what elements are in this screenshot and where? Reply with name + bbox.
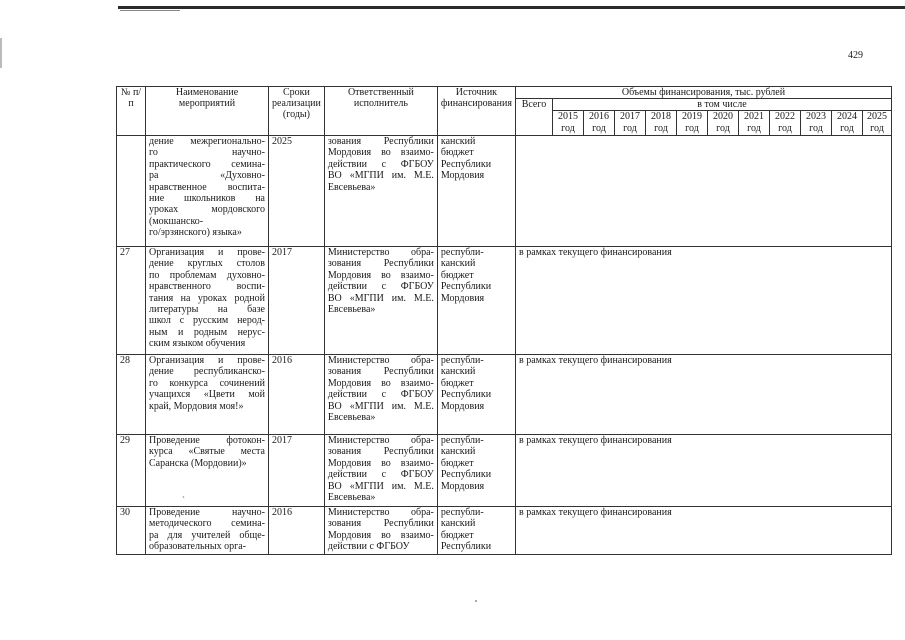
- header-num: № п/п: [117, 87, 146, 136]
- row-name: Организация и прове- дение республиканско- го конкурса сочинений учащихся «Цвети мой край, Мордовия моя!»: [146, 355, 269, 435]
- scan-left-mark: [0, 38, 2, 68]
- financing-table: [116, 86, 892, 555]
- row-executor: Министерство обра- зования Республики Мордовия во взаимо- действии с ФГБОУ ВО «МГПИ им. М.Е. Евсевьева»: [324, 435, 437, 507]
- table-row: [117, 435, 892, 507]
- row-terms: 2017: [269, 247, 325, 355]
- row-terms: 2016: [269, 507, 325, 555]
- scan-dot: [475, 600, 477, 602]
- scan-top-mark: [120, 10, 180, 11]
- page-number: 429: [848, 50, 863, 61]
- header-year-2024: 2024 год: [831, 111, 862, 136]
- row-source: республи- канский бюджет Республики: [437, 507, 515, 555]
- row-terms: 2025: [269, 136, 325, 247]
- row-source: республи- канский бюджет Республики Мордовия: [437, 355, 515, 435]
- row-number: [117, 136, 146, 247]
- header-year-2018: 2018 год: [645, 111, 676, 136]
- header-year-2017: 2017 год: [614, 111, 645, 136]
- row-executor: Министерство обра- зования Республики Мордовия во взаимо- действии с ФГБОУ ВО «МГПИ им. М.Е. Евсевьева»: [324, 247, 437, 355]
- row-financing: в рамках текущего финансирования: [515, 355, 891, 435]
- stray-mark: ˎ: [182, 488, 185, 498]
- row-financing: в рамках текущего финансирования: [515, 507, 891, 555]
- row-number: 28: [117, 355, 146, 435]
- header-terms: Сроки реализации (годы): [269, 87, 325, 136]
- header-year-2023: 2023 год: [800, 111, 831, 136]
- header-year-2016: 2016 год: [583, 111, 614, 136]
- header-year-2025: 2025 год: [862, 111, 891, 136]
- row-terms: 2017: [269, 435, 325, 507]
- header-executor: Ответственный исполнитель: [324, 87, 437, 136]
- table-row: [117, 136, 892, 247]
- row-executor: Министерство обра- зования Республики Мордовия во взаимо- действии с ФГБОУ ВО «МГПИ им. М.Е. Евсевьева»: [324, 355, 437, 435]
- table-row: [117, 247, 892, 355]
- row-financing: в рамках текущего финансирования: [515, 247, 891, 355]
- header-total: Всего: [515, 99, 552, 136]
- row-executor: Министерство обра- зования Республики Мордовия во взаимо- действии с ФГБОУ: [324, 507, 437, 555]
- header-source: Источник финансирования: [437, 87, 515, 136]
- header-year-2015: 2015 год: [552, 111, 583, 136]
- header-year-2021: 2021 год: [738, 111, 769, 136]
- header-year-2022: 2022 год: [769, 111, 800, 136]
- row-source: республи- канский бюджет Республики Мордовия: [437, 247, 515, 355]
- row-source: канский бюджет Республики Мордовия: [437, 136, 515, 247]
- row-terms: 2016: [269, 355, 325, 435]
- row-financing: в рамках текущего финансирования: [515, 435, 891, 507]
- row-name: дение межрегионально- го научно- практического семина- ра «Духовно- нравственное воспита- ние школьников на уроках мордовского (мокшанско- го/эрзянского) языка»: [146, 136, 269, 247]
- header-volumes: Объемы финансирования, тыс. рублей: [515, 87, 891, 99]
- row-source: республи- канский бюджет Республики Мордовия: [437, 435, 515, 507]
- table-row: [117, 507, 892, 555]
- row-number: 30: [117, 507, 146, 555]
- row-financing: [515, 136, 891, 247]
- row-name: Проведение научно- методического семина- ра для учителей обще- образовательных орга-: [146, 507, 269, 555]
- header-year-2020: 2020 год: [707, 111, 738, 136]
- row-number: 27: [117, 247, 146, 355]
- header-name: Наименование мероприятий: [146, 87, 269, 136]
- header-year-2019: 2019 год: [676, 111, 707, 136]
- row-executor: зования Республики Мордовия во взаимо- действии с ФГБОУ ВО «МГПИ им. М.Е. Евсевьева»: [324, 136, 437, 247]
- row-name: Организация и прове- дение круглых столов по проблемам духовно- нравственного воспи- тания на уроках родной литературы на базе школ с русским нерод- ным и родным нерус- ским языком обучения: [146, 247, 269, 355]
- row-number: 29: [117, 435, 146, 507]
- header-including: в том числе: [552, 99, 891, 111]
- scan-top-edge: [118, 6, 905, 9]
- table-row: [117, 355, 892, 435]
- row-name: Проведение фотокон- курса «Святые места Саранска (Мордовии)»: [146, 435, 269, 507]
